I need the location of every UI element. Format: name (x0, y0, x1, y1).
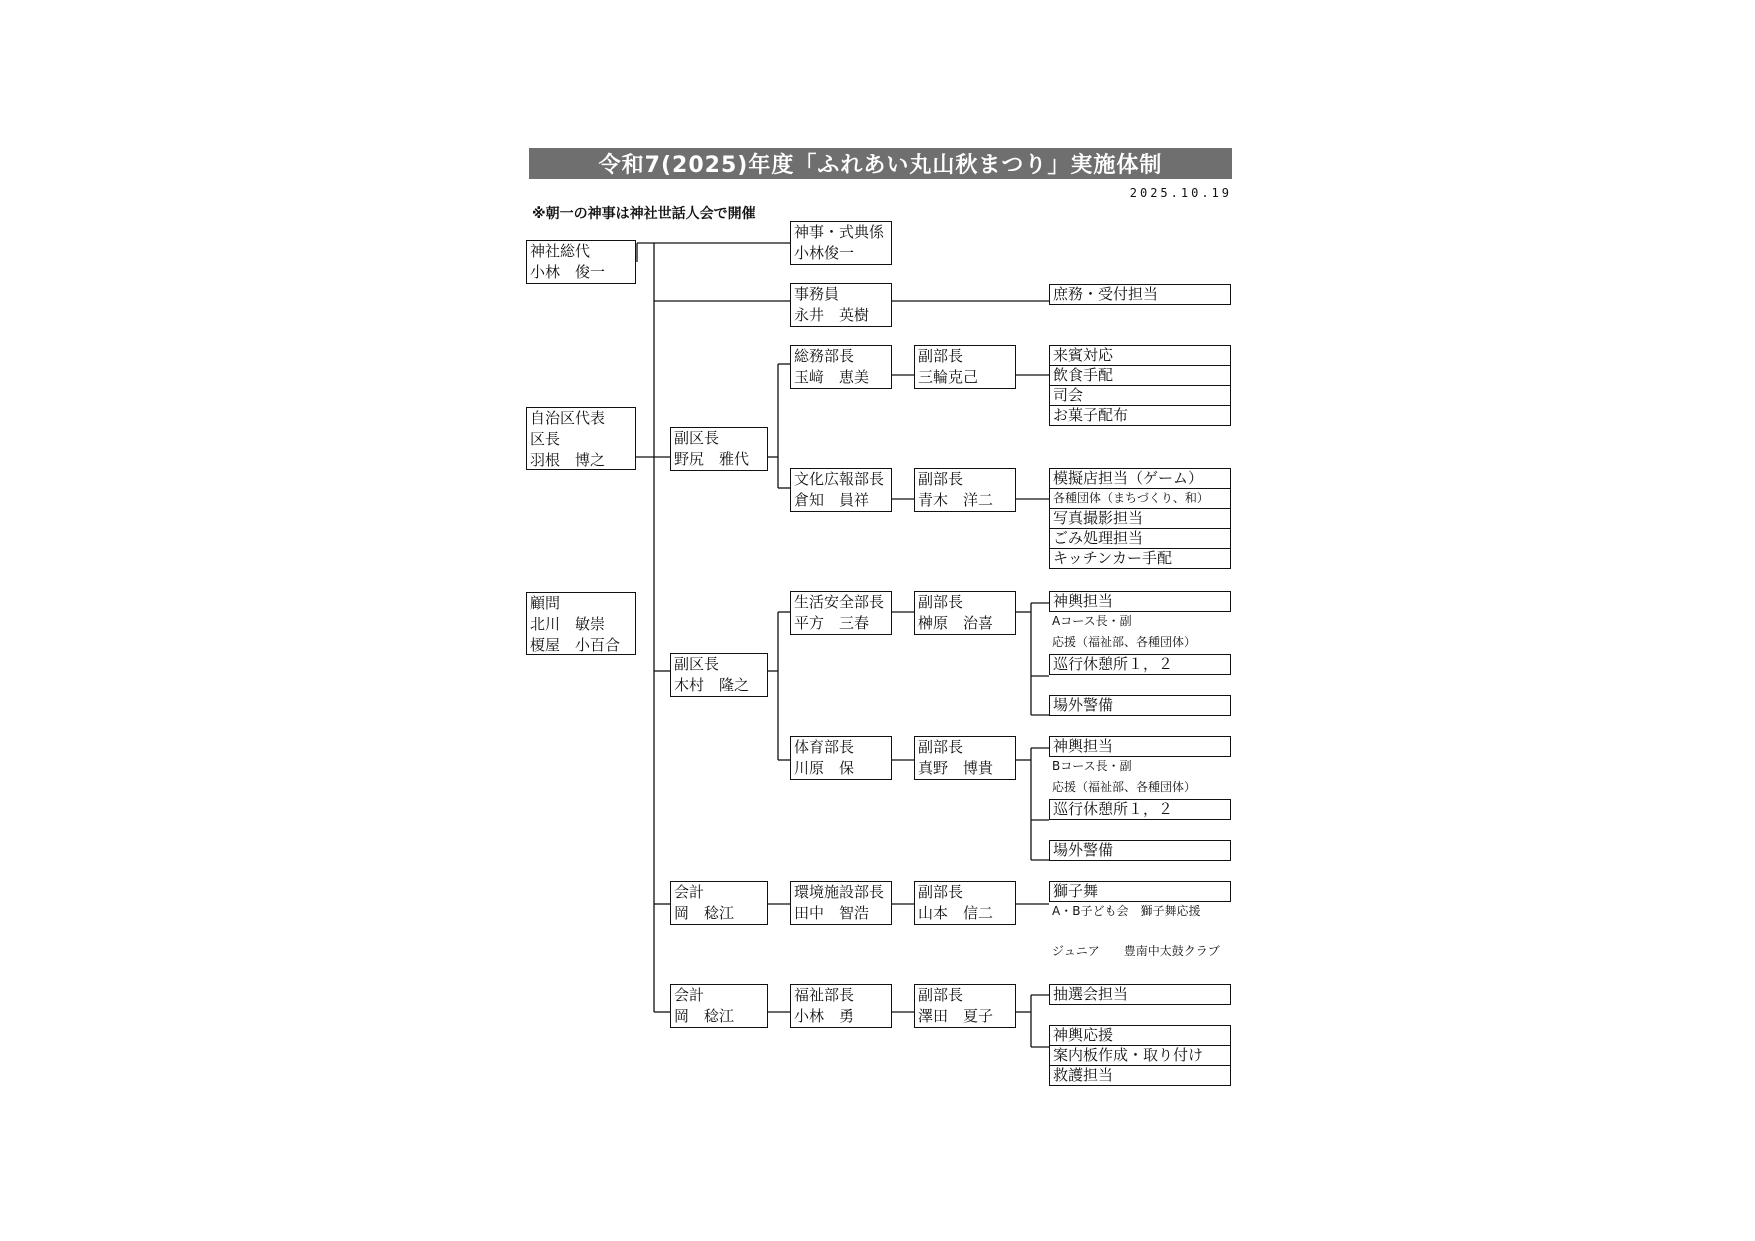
office-role: 事務員 (794, 285, 840, 303)
task-culture-4: ごみ処理担当 (1049, 528, 1231, 549)
task-welfare-1: 神輿応援 (1049, 1025, 1231, 1046)
deputy-env-name: 山本 信二 (918, 904, 994, 922)
task-culture-3: 写真撮影担当 (1049, 508, 1231, 529)
task-env-shishimai: 獅子舞 (1049, 881, 1231, 902)
task-welfare-lottery: 抽選会担当 (1049, 984, 1231, 1005)
general-affairs-name: 玉﨑 恵美 (794, 368, 870, 386)
vice-chief-2-role: 副区長 (674, 655, 720, 673)
date-label: 2025.10.19 (1129, 186, 1232, 200)
life-safety-box (790, 591, 892, 635)
task-sports-support-note: 応援（福祉部、各種団体） (1052, 780, 1197, 794)
deputy-welfare-box (914, 984, 1016, 1028)
welfare-box (790, 984, 892, 1028)
task-general-2: 飲食手配 (1049, 365, 1231, 386)
vice-chief-2-name: 木村 隆之 (674, 676, 750, 694)
deputy-culture-box (914, 468, 1016, 512)
deputy-welfare-role: 副部長 (918, 986, 964, 1004)
task-culture-2: 各種団体（まちづくり、和） (1049, 488, 1231, 509)
task-life-rest-area: 巡行休憩所１，２ (1049, 654, 1231, 675)
shinji-name: 小林俊一 (794, 244, 855, 262)
deputy-sports-role: 副部長 (918, 738, 964, 756)
accounting-1-role: 会計 (674, 883, 705, 901)
shinji-note: ※朝一の神事は神社世話人会で開催 (532, 206, 756, 222)
advisor-role: 顧問 (530, 594, 561, 612)
environment-name: 田中 智浩 (794, 904, 870, 922)
task-life-support-note: 応援（福祉部、各種団体） (1052, 635, 1197, 649)
deputy-life-name: 榊原 治喜 (918, 614, 994, 632)
advisor-name-1: 北川 敏崇 (530, 615, 606, 633)
deputy-life-box (914, 591, 1016, 635)
welfare-role: 福祉部長 (794, 986, 855, 1004)
task-sports-mikoshi: 神輿担当 (1049, 736, 1231, 757)
task-life-security: 場外警備 (1049, 695, 1231, 716)
deputy-general-role: 副部長 (918, 347, 964, 365)
task-sports-rest-area: 巡行休憩所１，２ (1049, 799, 1231, 820)
task-life-course-note: Aコース長・副 (1052, 614, 1132, 628)
shinji-box (790, 221, 892, 265)
page-title: 令和7(2025)年度「ふれあい丸山秋まつり」実施体制 (529, 148, 1232, 179)
environment-box (790, 881, 892, 925)
environment-role: 環境施設部長 (794, 883, 885, 901)
general-affairs-box (790, 345, 892, 389)
vice-chief-1-name: 野尻 雅代 (674, 450, 750, 468)
district-rep-role: 自治区代表 (530, 409, 606, 427)
vice-chief-1-box (670, 427, 768, 471)
task-culture-5: キッチンカー手配 (1049, 548, 1231, 569)
culture-pr-box (790, 468, 892, 512)
task-welfare-3: 救護担当 (1049, 1065, 1231, 1086)
office-name: 永井 英樹 (794, 306, 870, 324)
shinji-role: 神事・式典係 (794, 223, 885, 241)
deputy-sports-box (914, 736, 1016, 780)
district-rep-title: 区長 (530, 430, 561, 448)
task-general-1: 来賓対応 (1049, 345, 1231, 366)
deputy-culture-name: 青木 洋二 (918, 491, 994, 509)
accounting-1-box (670, 881, 768, 925)
life-safety-name: 平方 三春 (794, 614, 870, 632)
task-general-3: 司会 (1049, 385, 1231, 406)
deputy-general-name: 三輪克己 (918, 368, 979, 386)
accounting-2-box (670, 984, 768, 1028)
task-office: 庶務・受付担当 (1049, 284, 1231, 305)
district-rep-name: 羽根 博之 (530, 451, 606, 469)
deputy-culture-role: 副部長 (918, 470, 964, 488)
office-box (790, 283, 892, 327)
task-life-mikoshi: 神輿担当 (1049, 591, 1231, 612)
district-rep-box (526, 407, 636, 470)
task-welfare-2: 案内板作成・取り付け (1049, 1045, 1231, 1066)
deputy-life-role: 副部長 (918, 593, 964, 611)
sports-name: 川原 保 (794, 759, 855, 777)
sports-box (790, 736, 892, 780)
vice-chief-2-box (670, 653, 768, 697)
shrine-rep-role: 神社総代 (530, 242, 591, 260)
task-culture-1: 模擬店担当（ゲーム） (1049, 468, 1231, 489)
shrine-rep-box (526, 240, 636, 284)
task-sports-course-note: Bコース長・副 (1052, 759, 1132, 773)
deputy-sports-name: 真野 博貴 (918, 759, 994, 777)
vice-chief-1-role: 副区長 (674, 429, 720, 447)
welfare-name: 小林 勇 (794, 1007, 855, 1025)
task-sports-security: 場外警備 (1049, 840, 1231, 861)
general-affairs-role: 総務部長 (794, 347, 855, 365)
accounting-2-name: 岡 稔江 (674, 1007, 735, 1025)
culture-pr-role: 文化広報部長 (794, 470, 885, 488)
deputy-env-role: 副部長 (918, 883, 964, 901)
task-env-junior-note: ジュニア 豊南中太鼓クラブ (1052, 944, 1220, 958)
task-env-kids-note: A・B子ども会 獅子舞応援 (1052, 904, 1201, 918)
deputy-env-box (914, 881, 1016, 925)
culture-pr-name: 倉知 員祥 (794, 491, 870, 509)
life-safety-role: 生活安全部長 (794, 593, 885, 611)
accounting-1-name: 岡 稔江 (674, 904, 735, 922)
deputy-general-box (914, 345, 1016, 389)
accounting-2-role: 会計 (674, 986, 705, 1004)
advisor-box (526, 592, 636, 655)
sports-role: 体育部長 (794, 738, 855, 756)
shrine-rep-name: 小林 俊一 (530, 263, 606, 281)
deputy-welfare-name: 澤田 夏子 (918, 1007, 994, 1025)
advisor-name-2: 榎屋 小百合 (530, 636, 621, 654)
task-general-4: お菓子配布 (1049, 405, 1231, 426)
